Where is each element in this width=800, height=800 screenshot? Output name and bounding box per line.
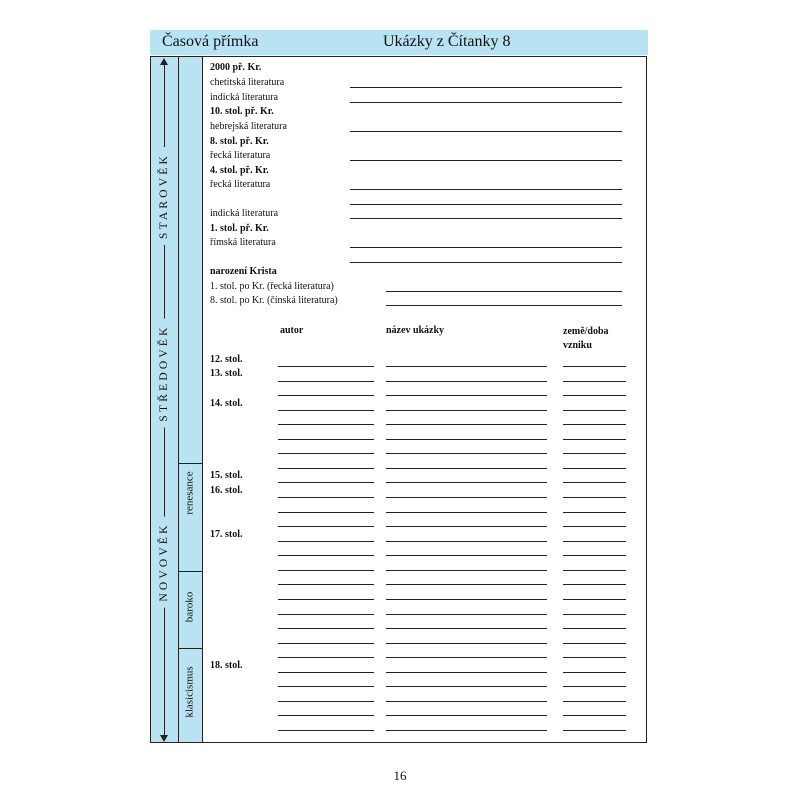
answer-line[interactable] [563,366,626,367]
answer-line[interactable] [386,468,547,469]
century-label: 2000 př. Kr. [210,62,262,73]
answer-line[interactable] [350,262,622,263]
answer-line[interactable] [563,570,626,571]
answer-line[interactable] [563,715,626,716]
answer-line[interactable] [386,453,547,454]
answer-line[interactable] [278,643,374,644]
answer-line[interactable] [278,672,374,673]
answer-line[interactable] [563,512,626,513]
answer-line[interactable] [386,701,547,702]
literature-label: indická literatura [210,208,279,219]
answer-line[interactable] [278,686,374,687]
century-label: 14. stol. [210,398,243,409]
answer-line[interactable] [278,526,374,527]
literature-label: chetitská literatura [210,77,285,88]
literature-label: římská literatura [210,237,276,248]
era-label-stredovek: STŘEDOVĚK [157,318,171,427]
answer-line[interactable] [386,482,547,483]
answer-line[interactable] [278,715,374,716]
answer-line[interactable] [563,497,626,498]
answer-line[interactable] [278,453,374,454]
era-label-starovek: STAROVĚK [157,147,171,245]
answer-line[interactable] [386,643,547,644]
answer-line[interactable] [278,541,374,542]
century-label: 4. stol. př. Kr. [210,165,269,176]
period-divider [179,648,202,649]
answer-line[interactable] [278,628,374,629]
page-number: 16 [393,768,407,783]
answer-line[interactable] [278,381,374,382]
answer-line[interactable] [350,218,622,219]
answer-line[interactable] [386,686,547,687]
answer-line[interactable] [278,366,374,367]
answer-line[interactable] [386,424,547,425]
answer-line[interactable] [563,701,626,702]
answer-line[interactable] [563,453,626,454]
century-label: 1. stol. př. Kr. [210,223,269,234]
answer-line[interactable] [278,570,374,571]
period-label-klasicismus: klasicismus [183,666,196,718]
header-center-title: Ukázky z Čítanky 8 [383,33,511,50]
literature-label: indická literatura [210,92,279,103]
answer-line[interactable] [386,366,547,367]
century-label: 10. stol. př. Kr. [210,106,274,117]
answer-line[interactable] [386,526,547,527]
answer-line[interactable] [386,305,622,306]
answer-line[interactable] [563,614,626,615]
column-header-nazev: název ukázky [386,325,445,336]
answer-line[interactable] [278,395,374,396]
period-divider [179,463,202,464]
answer-line[interactable] [278,584,374,585]
century-label: 18. stol. [210,660,243,671]
answer-line[interactable] [386,381,547,382]
answer-line[interactable] [386,291,622,292]
answer-line[interactable] [278,497,374,498]
arrow-down-icon [160,735,168,742]
literature-label: řecká literatura [210,179,271,190]
answer-line[interactable] [386,657,547,658]
answer-line[interactable] [563,381,626,382]
answer-line[interactable] [386,584,547,585]
answer-line[interactable] [278,599,374,600]
answer-line[interactable] [350,131,622,132]
answer-line[interactable] [278,555,374,556]
answer-line[interactable] [350,189,622,190]
answer-line[interactable] [563,657,626,658]
answer-line[interactable] [350,204,622,205]
answer-line[interactable] [386,730,547,731]
answer-line[interactable] [563,439,626,440]
answer-line[interactable] [278,424,374,425]
century-label: 8. stol. př. Kr. [210,136,269,147]
answer-line[interactable] [563,526,626,527]
answer-line[interactable] [563,686,626,687]
answer-line[interactable] [563,555,626,556]
answer-line[interactable] [386,614,547,615]
literature-label: 8. stol. po Kr. (čínská literatura) [210,295,338,306]
answer-line[interactable] [278,439,374,440]
period-label-baroko: baroko [183,591,196,623]
arrow-up-icon [160,58,168,65]
answer-line[interactable] [386,512,547,513]
page-header [150,30,648,55]
header-left-title: Časová přímka [162,33,259,50]
literature-label: hebrejská literatura [210,121,287,132]
answer-line[interactable] [350,160,622,161]
answer-line[interactable] [563,395,626,396]
column-header-autor: autor [280,325,304,336]
answer-line[interactable] [278,468,374,469]
century-label: 17. stol. [210,529,243,540]
answer-line[interactable] [386,672,547,673]
answer-line[interactable] [563,410,626,411]
century-label: 12. stol. [210,354,243,365]
century-label: 15. stol. [210,470,243,481]
century-label: narození Krista [210,266,277,277]
column-header-zeme: země/doba vzniku [563,326,609,351]
answer-line[interactable] [278,657,374,658]
answer-line[interactable] [386,599,547,600]
answer-line[interactable] [563,541,626,542]
answer-line[interactable] [563,628,626,629]
century-label: 16. stol. [210,485,243,496]
answer-line[interactable] [386,715,547,716]
literature-label: 1. stol. po Kr. (řecká literatura) [210,281,334,292]
era-label-novovek: NOVOVĚK [157,516,171,607]
answer-line[interactable] [563,730,626,731]
period-label-renesance: renesance [183,471,196,515]
answer-line[interactable] [350,102,622,103]
answer-line[interactable] [278,701,374,702]
answer-line[interactable] [386,541,547,542]
century-label: 13. stol. [210,368,243,379]
answer-line[interactable] [386,570,547,571]
answer-line[interactable] [386,555,547,556]
answer-line[interactable] [350,247,622,248]
answer-line[interactable] [563,672,626,673]
answer-line[interactable] [278,410,374,411]
answer-line[interactable] [563,482,626,483]
answer-line[interactable] [278,482,374,483]
answer-line[interactable] [386,497,547,498]
answer-line[interactable] [278,512,374,513]
answer-line[interactable] [563,584,626,585]
answer-line[interactable] [350,87,622,88]
answer-line[interactable] [278,614,374,615]
answer-line[interactable] [386,395,547,396]
period-divider [179,571,202,572]
answer-line[interactable] [563,468,626,469]
answer-line[interactable] [386,410,547,411]
answer-line[interactable] [563,599,626,600]
answer-line[interactable] [386,628,547,629]
answer-line[interactable] [563,424,626,425]
answer-line[interactable] [386,439,547,440]
literature-label: řecká literatura [210,150,271,161]
answer-line[interactable] [563,643,626,644]
answer-line[interactable] [278,730,374,731]
period-band [179,57,203,742]
